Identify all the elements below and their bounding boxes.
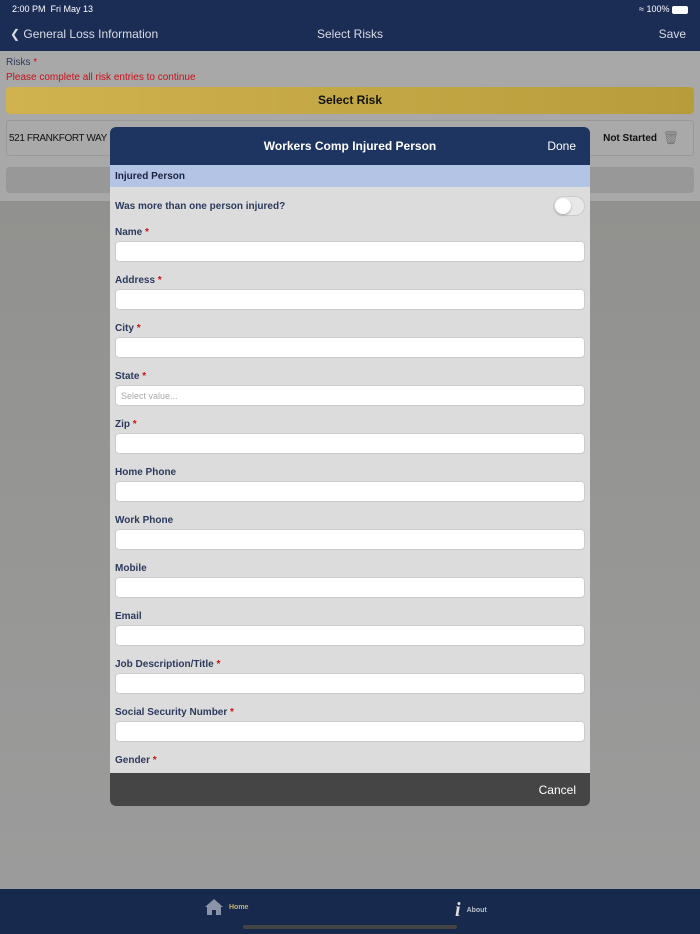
home-phone-input[interactable] xyxy=(115,481,585,502)
field-label-text: Home Phone xyxy=(115,467,177,478)
form-field xyxy=(110,273,590,321)
error-message: Please complete all risk entries to continue xyxy=(6,72,196,83)
gender-label xyxy=(115,753,585,769)
save-button[interactable]: Save xyxy=(658,27,686,41)
email-input[interactable] xyxy=(115,625,585,646)
address-label xyxy=(115,273,585,289)
field-label-text: Name xyxy=(115,227,143,238)
wifi-icon: ≈ xyxy=(638,4,644,14)
trash-icon[interactable]: 🗑 xyxy=(662,130,679,145)
form-field xyxy=(110,417,590,465)
job-description-title-label xyxy=(115,657,585,673)
page-title: Select Risks xyxy=(316,27,384,41)
mobile-input[interactable] xyxy=(115,577,585,598)
risk-status: Not Started xyxy=(603,133,657,144)
field-label-text: Email xyxy=(115,611,142,622)
name-input[interactable] xyxy=(115,241,585,262)
field-label-text: State xyxy=(115,371,140,382)
zip-label xyxy=(115,417,585,433)
date: Fri May 13 xyxy=(50,4,94,14)
form-fields xyxy=(110,225,590,801)
multiple-injured-toggle[interactable] xyxy=(553,196,585,216)
multiple-injured-label: Was more than one person injured? xyxy=(115,201,286,212)
tab-about[interactable] xyxy=(455,899,487,922)
cancel-button[interactable]: Cancel xyxy=(538,783,576,797)
field-label-text: Job Description/Title xyxy=(115,659,214,670)
city-label xyxy=(115,321,585,337)
state-input[interactable]: Select value... xyxy=(115,385,585,406)
address-input[interactable] xyxy=(115,289,585,310)
injured-person-modal xyxy=(110,127,590,806)
field-label-text: Mobile xyxy=(115,563,147,574)
required-marker: * xyxy=(230,707,234,718)
form-field xyxy=(110,657,590,705)
tab-bar xyxy=(0,889,700,934)
field-label-text: Gender xyxy=(115,755,151,766)
required-marker: * xyxy=(33,57,38,68)
select-risk-button[interactable]: Select Risk xyxy=(6,87,694,114)
social-security-number-input[interactable] xyxy=(115,721,585,742)
required-marker: * xyxy=(157,275,162,286)
field-label-text: City xyxy=(115,323,134,334)
required-marker: * xyxy=(132,419,137,430)
tab-home[interactable] xyxy=(205,899,248,915)
name-label xyxy=(115,225,585,241)
battery-icon xyxy=(672,6,688,14)
form-field xyxy=(110,369,590,417)
form-field xyxy=(110,609,590,657)
work-phone-input[interactable] xyxy=(115,529,585,550)
field-label-text: Address xyxy=(115,275,156,286)
mobile-label xyxy=(115,561,585,577)
required-marker: * xyxy=(216,659,221,670)
social-security-number-label xyxy=(115,705,585,721)
zip-input[interactable] xyxy=(115,433,585,454)
required-marker: * xyxy=(152,755,157,766)
risk-address: 521 FRANKFORT WAY xyxy=(9,133,107,144)
chevron-left-icon: ❮ xyxy=(10,27,21,41)
home-indicator xyxy=(243,925,457,929)
section-header: Injured Person xyxy=(110,165,590,187)
email-label xyxy=(115,609,585,625)
field-label-text: Zip xyxy=(115,419,130,430)
form-field xyxy=(110,561,590,609)
form-field xyxy=(110,705,590,753)
form-field xyxy=(110,465,590,513)
status-bar xyxy=(0,0,700,18)
form-field xyxy=(110,225,590,273)
modal-title: Workers Comp Injured Person xyxy=(263,139,437,153)
form-field xyxy=(110,513,590,561)
time: 2:00 PM xyxy=(12,4,46,14)
home-phone-label xyxy=(115,465,585,481)
state-label xyxy=(115,369,585,385)
job-description-title-input[interactable] xyxy=(115,673,585,694)
tab-about-label: About xyxy=(466,907,487,914)
work-phone-label xyxy=(115,513,585,529)
back-label: General Loss Information xyxy=(23,27,159,41)
tab-home-label: Home xyxy=(229,903,249,911)
home-icon xyxy=(205,899,223,915)
risks-label: Risks xyxy=(6,57,31,68)
info-icon: i xyxy=(455,899,461,921)
required-marker: * xyxy=(145,227,149,238)
field-label-text: Work Phone xyxy=(115,515,174,526)
nav-bar xyxy=(0,18,700,51)
form-field xyxy=(110,321,590,369)
city-input[interactable] xyxy=(115,337,585,358)
field-label-text: Social Security Number xyxy=(115,707,228,718)
battery-level: 100% xyxy=(646,4,670,14)
required-marker: * xyxy=(142,371,147,382)
required-marker: * xyxy=(136,323,141,334)
done-button[interactable]: Done xyxy=(547,139,576,153)
